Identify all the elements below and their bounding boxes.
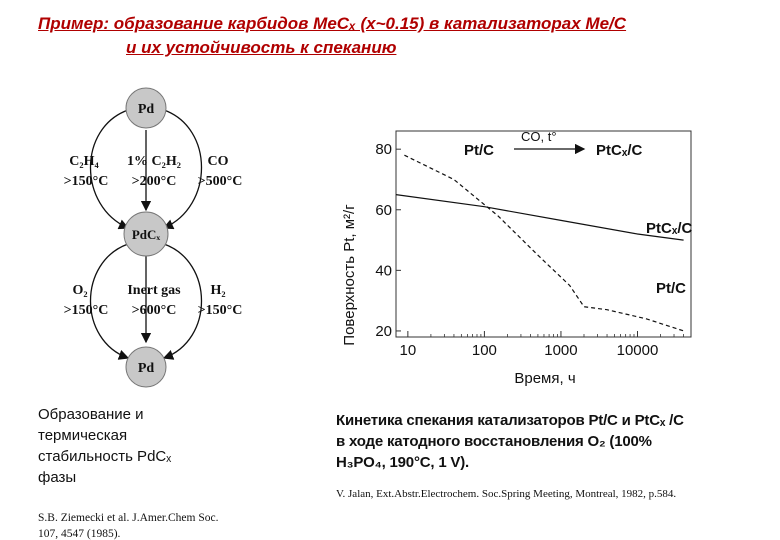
series-line-pt <box>404 155 683 331</box>
cond-upper-2-temp: >200°C <box>131 174 177 189</box>
cond-upper-3-gas: CO <box>207 154 229 169</box>
cond-lower-2-temp: >600°C <box>131 303 177 318</box>
arrow-lower-right <box>164 244 202 358</box>
x-tick-label: 1000 <box>544 342 578 359</box>
node-pdcx-label: PdCₓ <box>131 227 161 242</box>
slide-title-line-1: Пример: образование карбидов MeCₓ (x~0.15) в катализаторах Me/C <box>38 14 627 33</box>
caption-right-line-1: Кинетика спекания катализаторов Pt/C и PtCₓ /C <box>336 412 684 429</box>
reaction-conditions: CO, t° <box>521 129 557 144</box>
cond-upper-1-temp: >150°C <box>63 174 109 189</box>
cond-lower-1-temp: >150°C <box>63 303 109 318</box>
reaction-product: PtCₓ/C <box>596 142 643 159</box>
reference-right: V. Jalan, Ext.Abstr.Electrochem. Soc.Spring Meeting, Montreal, 1982, p.584. <box>336 488 677 500</box>
cond-upper-2-gas: 1% C₂H₂ <box>127 154 181 169</box>
y-tick-label: 60 <box>375 201 392 219</box>
reaction-reactant: Pt/C <box>464 142 494 159</box>
x-axis-label: Время, ч <box>514 370 576 387</box>
caption-right-line-2: в ходе катодного восстановления O₂ (100% <box>336 433 652 450</box>
x-tick-label: 10 <box>399 342 417 359</box>
reaction-scheme <box>50 78 310 398</box>
y-axis-label: Поверхность Pt, м²/г <box>341 204 358 346</box>
slide-title-line-2: и их устойчивость к спеканию <box>126 38 397 57</box>
y-tick-label: 80 <box>375 141 392 159</box>
caption-left-line-1: Образование и <box>38 406 144 423</box>
y-tick-label: 40 <box>375 262 392 280</box>
cond-lower-3-gas: H₂ <box>210 283 226 298</box>
sintering-chart <box>336 125 716 390</box>
caption-right-line-3: H₃PO₄, 190°C, 1 V). <box>336 454 469 471</box>
reference-left-line-1: S.B. Ziemecki et al. J.Amer.Chem Soc. <box>38 512 219 524</box>
caption-right <box>336 410 776 473</box>
caption-left-line-4: фазы <box>38 469 77 486</box>
cond-upper-1-gas: C₂H₄ <box>69 154 99 169</box>
reference-left-line-2: 107, 4547 (1985). <box>38 528 121 540</box>
arrow-upper-right <box>164 110 202 228</box>
series-line-ptcx <box>396 195 684 241</box>
arrow-upper-left <box>91 110 129 228</box>
node-pd-bottom-label: Pd <box>137 361 155 376</box>
series-label-pt: Pt/C <box>656 280 686 297</box>
x-tick-label: 100 <box>471 342 497 359</box>
node-pd-top-label: Pd <box>137 102 155 117</box>
cond-lower-2-gas: Inert gas <box>127 283 181 298</box>
series-label-ptcx: PtCₓ/C <box>646 220 693 237</box>
y-tick-label: 20 <box>375 322 392 340</box>
caption-left <box>38 404 288 488</box>
x-tick-label: 10000 <box>616 342 659 359</box>
arrow-lower-left <box>91 244 129 358</box>
cond-lower-1-gas: O₂ <box>72 283 88 298</box>
cond-lower-3-temp: >150°C <box>197 303 243 318</box>
caption-left-line-2: термическая <box>38 427 128 444</box>
caption-left-line-3: стабильность PdCₓ <box>38 448 172 465</box>
cond-upper-3-temp: >500°C <box>197 174 243 189</box>
